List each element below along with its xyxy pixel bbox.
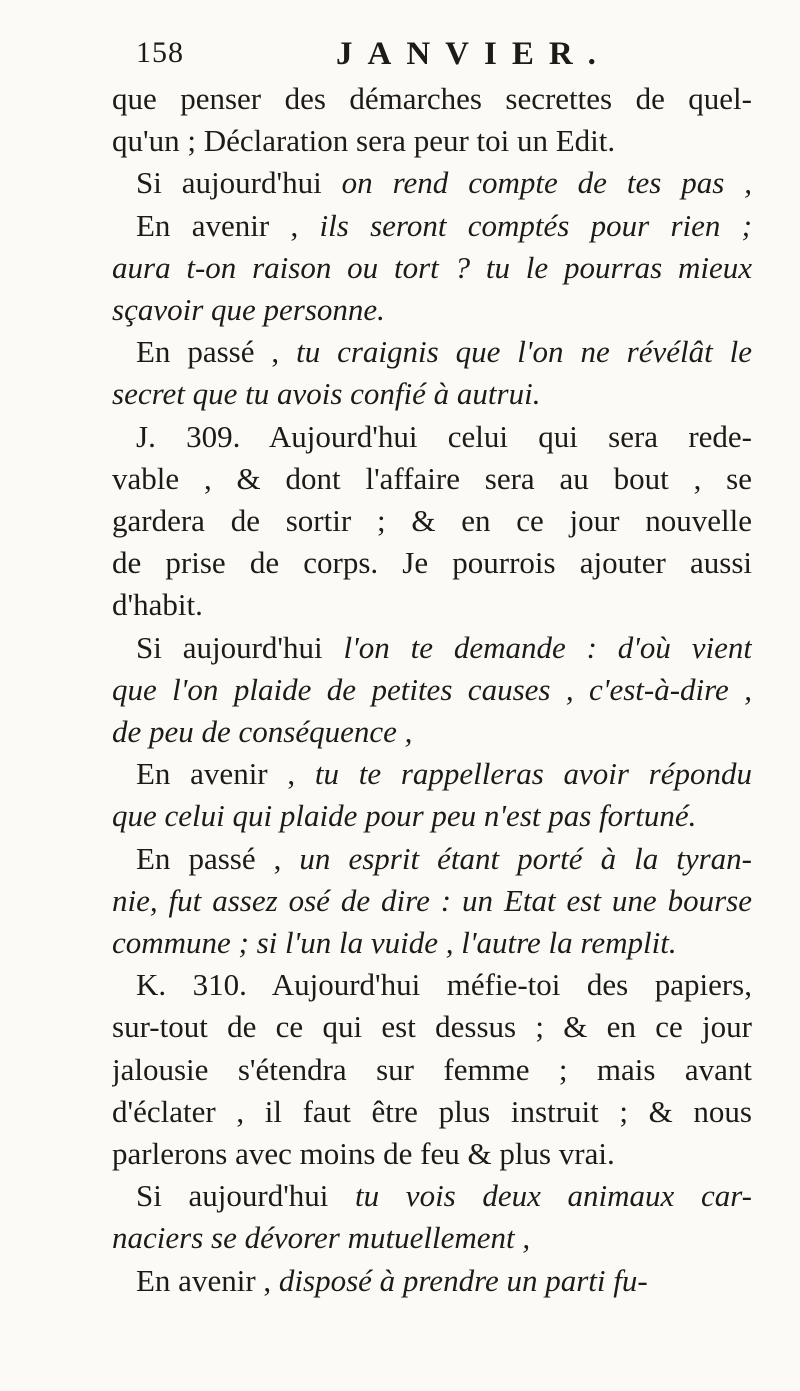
italic-text: naciers se dévorer mutuellement ,	[112, 1220, 531, 1256]
italic-text: sçavoir que personne.	[112, 292, 385, 328]
text-line	[112, 753, 752, 795]
text-line	[112, 458, 752, 500]
text-line	[112, 331, 752, 373]
running-head	[136, 36, 740, 80]
roman-text: J. 309. Aujourd'hui celui qui sera rede-	[136, 418, 752, 454]
roman-text: Si aujourd'hui	[136, 629, 344, 665]
italic-text: de peu de conséquence ,	[112, 714, 413, 750]
italic-text: disposé à prendre un parti fu-	[278, 1262, 648, 1298]
roman-text: En avenir ,	[136, 756, 315, 792]
text-line	[112, 838, 752, 880]
italic-text: que celui qui plaide pour peu n'est pas fortuné.	[112, 798, 697, 834]
italic-text: ils seront comptés pour rien ;	[319, 207, 752, 243]
roman-text: K. 310. Aujourd'hui méfie-toi des papiers,	[136, 967, 752, 1003]
text-line	[112, 162, 752, 204]
roman-text: En avenir ,	[136, 1262, 279, 1298]
text-line	[112, 711, 752, 753]
italic-text: on rend compte de tes pas ,	[341, 165, 752, 201]
roman-text: Si aujourd'hui	[136, 165, 342, 201]
text-line	[112, 205, 752, 247]
roman-text: En passé ,	[136, 334, 297, 370]
text-line	[112, 542, 752, 584]
italic-text: que l'on plaide de petites causes , c'est-à-dire ,	[112, 671, 752, 707]
text-line	[112, 416, 752, 458]
roman-text: que penser des démarches secrettes de quel-	[112, 81, 752, 116]
text-line	[112, 1133, 752, 1175]
roman-text: parlerons avec moins de feu & plus vrai.	[112, 1136, 615, 1172]
italic-text: tu te rappelleras avoir répondu	[314, 756, 752, 792]
text-line	[112, 1091, 752, 1133]
text-line	[112, 78, 752, 120]
text-line	[112, 1260, 752, 1302]
text-line	[112, 373, 752, 415]
italic-text: tu vois deux animaux car-	[355, 1178, 752, 1214]
italic-text: commune ; si l'un la vuide , l'autre la remplit.	[112, 925, 677, 961]
text-line	[112, 1175, 752, 1217]
roman-text: d'habit.	[112, 587, 203, 623]
roman-text: qu'un ; Déclaration sera peur toi un Edit.	[112, 123, 616, 159]
running-title: JANVIER.	[336, 36, 611, 72]
italic-text: secret que tu avois confié à autrui.	[112, 376, 541, 412]
text-line	[112, 964, 752, 1006]
roman-text: sur-tout de ce qui est dessus ; & en ce jour	[112, 1009, 752, 1045]
text-line	[112, 247, 752, 289]
roman-text: En passé ,	[136, 840, 300, 876]
italic-text: nie, fut assez osé de dire : un Etat est une bourse	[112, 882, 752, 918]
text-line	[112, 584, 752, 626]
text-line	[112, 1217, 752, 1259]
roman-text: vable , & dont l'affaire sera au bout , se	[112, 460, 752, 496]
body-text	[112, 78, 752, 1302]
text-line	[112, 120, 752, 162]
text-line	[112, 795, 752, 837]
roman-text: gardera de sortir ; & en ce jour nouvelle	[112, 503, 752, 539]
text-line	[112, 669, 752, 711]
text-line	[112, 500, 752, 542]
italic-text: l'on te demande : d'où vient	[343, 629, 752, 665]
roman-text: de prise de corps. Je pourrois ajouter aussi	[112, 545, 752, 581]
text-line	[112, 289, 752, 331]
text-line	[112, 1049, 752, 1091]
roman-text: Si aujourd'hui	[136, 1178, 356, 1214]
text-line	[112, 1006, 752, 1048]
italic-text: tu craignis que l'on ne révélât le	[296, 334, 752, 370]
text-line	[112, 627, 752, 669]
page-number: 158	[136, 36, 184, 69]
text-line	[112, 922, 752, 964]
roman-text: jalousie s'étendra sur femme ; mais avant	[112, 1051, 752, 1087]
text-line	[112, 880, 752, 922]
italic-text: aura t-on raison ou tort ? tu le pourras mieux	[112, 249, 752, 285]
roman-text: d'éclater , il faut être plus instruit ; & nous	[112, 1093, 752, 1129]
italic-text: un esprit étant porté à la tyran-	[299, 840, 752, 876]
roman-text: En avenir ,	[136, 207, 320, 243]
